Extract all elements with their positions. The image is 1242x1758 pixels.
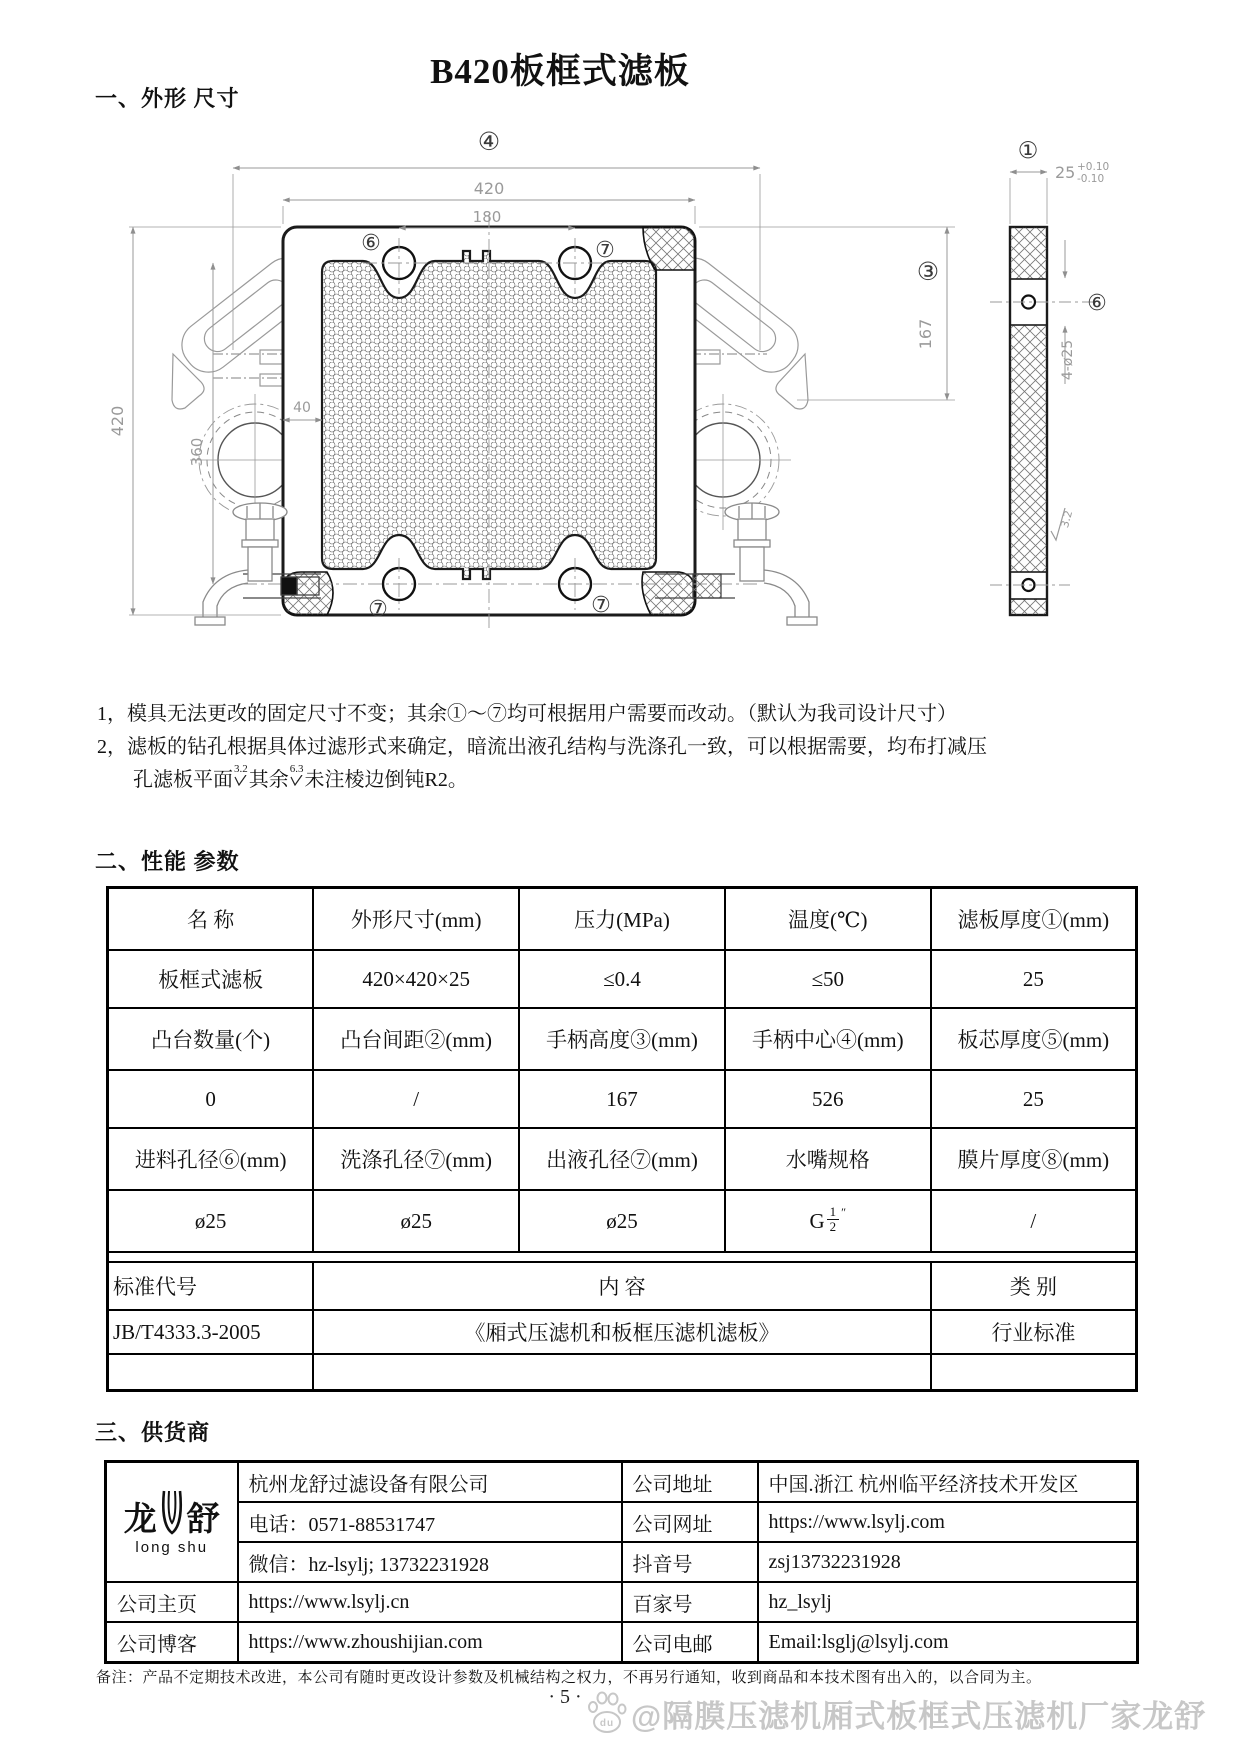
dim-40: 40 [293, 400, 311, 416]
table-gap [108, 1252, 1137, 1262]
std-header-content: 内 容 [313, 1262, 930, 1310]
perf-header-membrane-thickness: 膜片厚度⑧(mm) [931, 1128, 1137, 1190]
logo-en: long shu [135, 1538, 209, 1556]
company-phone: 电话：0571-88531747 [238, 1502, 622, 1542]
company-homepage[interactable]: https://www.lsylj.cn [238, 1582, 622, 1622]
std-header-code: 标准代号 [108, 1262, 314, 1310]
perf-value-size: 420×420×25 [313, 950, 519, 1008]
roughness-symbol-3-2: 3.2 [234, 764, 248, 786]
perf-value-membrane-thickness: / [931, 1190, 1137, 1252]
perf-header-handle-center: 手柄中心④(mm) [725, 1008, 931, 1070]
perf-value-wash-hole: ø25 [313, 1190, 519, 1252]
dim-label-3: ③ [916, 257, 940, 286]
label-blog: 公司博客 [106, 1622, 238, 1663]
label-homepage: 公司主页 [106, 1582, 238, 1622]
label-company-website: 公司网址 [622, 1502, 758, 1542]
perf-header-boss-spacing: 凸台间距②(mm) [313, 1008, 519, 1070]
company-douyin: zsj13732231928 [758, 1542, 1138, 1582]
label-company-address: 公司地址 [622, 1462, 758, 1503]
empty-cell [313, 1354, 930, 1391]
company-name: 杭州龙舒过滤设备有限公司 [238, 1462, 622, 1503]
dim-420-top: 420 [473, 179, 505, 198]
note-3-text-c: 未注棱边倒钝R2。 [304, 769, 468, 791]
perf-header-thickness: 滤板厚度①(mm) [931, 888, 1137, 951]
perf-value-thickness: 25 [931, 950, 1137, 1008]
section-heading-outline: 一、外形 尺寸 [95, 86, 240, 111]
perf-value-core-thickness: 25 [931, 1070, 1137, 1128]
label-baijia: 百家号 [622, 1582, 758, 1622]
perf-value-outlet-hole: ø25 [519, 1190, 725, 1252]
label-douyin: 抖音号 [622, 1542, 758, 1582]
label-email: 公司电邮 [622, 1622, 758, 1663]
perf-value-boss-spacing: / [313, 1070, 519, 1128]
logo-cn-left: 龙 [123, 1501, 157, 1538]
tolerance-minus: -0.10 [1077, 173, 1105, 185]
performance-table [106, 886, 1138, 1392]
side-roughness: 3.2 [1058, 508, 1076, 530]
note-3-text-b: 其余 [248, 769, 289, 791]
tolerance-plus: +0.10 [1077, 161, 1110, 173]
dim-180: 180 [472, 208, 502, 226]
std-value-code: JB/T4333.3-2005 [108, 1310, 314, 1354]
dim-label-1: ① [1017, 138, 1039, 164]
company-wechat: 微信：hz-lsylj; 13732231928 [238, 1542, 622, 1582]
hole-label-7-bottom-right: ⑦ [591, 593, 611, 618]
logo-hook-icon [159, 1489, 185, 1537]
perf-value-nozzle-spec: G $\frac{1}{2}$ ″ [725, 1190, 931, 1252]
side-hole-label-6: ⑥ [1087, 291, 1107, 316]
perf-value-temperature: ≤50 [725, 950, 931, 1008]
perf-header-pressure: 压力(MPa) [519, 888, 725, 951]
perf-header-wash-hole: 洗涤孔径⑦(mm) [313, 1128, 519, 1190]
perf-header-nozzle-spec: 水嘴规格 [725, 1128, 931, 1190]
perf-header-core-thickness: 板芯厚度⑤(mm) [931, 1008, 1137, 1070]
perf-header-name: 名 称 [108, 888, 314, 951]
perf-header-outlet-hole: 出液孔径⑦(mm) [519, 1128, 725, 1190]
company-baijia: hz_lsylj [758, 1582, 1138, 1622]
dim-360: 360 [188, 437, 206, 467]
std-value-category: 行业标准 [931, 1310, 1137, 1354]
watermark-text: @隔膜压滤机厢式板框式压滤机厂家龙舒 [631, 1698, 1207, 1734]
company-address: 中国.浙江 杭州临平经济技术开发区 [758, 1462, 1138, 1503]
dim-420-left: 420 [108, 405, 127, 437]
page-number: · 5 · [548, 1686, 582, 1708]
front-view [243, 214, 757, 630]
perf-value-handle-height: 167 [519, 1070, 725, 1128]
section-heading-supplier: 三、供货商 [95, 1420, 211, 1445]
perf-value-handle-center: 526 [725, 1070, 931, 1128]
section-heading-performance: 二、性能 参数 [95, 849, 240, 874]
perf-value-feed-hole: ø25 [108, 1190, 314, 1252]
footer-remark: 备注：产品不定期技术改进，本公司有随时更改设计参数及机械结构之权力，不再另行通知，收到商品和本技术图有出入的，以合同为主。 [96, 1670, 1042, 1686]
faucet-right [725, 503, 817, 625]
side-view [990, 227, 1100, 615]
hole-label-7-top: ⑦ [595, 238, 615, 263]
dim-25: 25 [1055, 163, 1076, 182]
note-3-text-a: 孔滤板平面 [133, 769, 233, 791]
note-1: 1，模具无法更改的固定尺寸不变；其余①～⑦均可根据用户需要而改动。（默认为我司设计尺寸） [97, 703, 957, 725]
company-blog[interactable]: https://www.zhoushijian.com [238, 1622, 622, 1663]
paw-badge-text: du [599, 1718, 615, 1729]
paw-icon [586, 1690, 628, 1736]
perf-value-boss-count: 0 [108, 1070, 314, 1128]
logo-cn-right: 舒 [186, 1501, 220, 1538]
std-value-content: 《厢式压滤机和板框压滤机滤板》 [313, 1310, 930, 1354]
perf-value-name: 板框式滤板 [108, 950, 314, 1008]
empty-cell [931, 1354, 1137, 1391]
roughness-symbol-6-3: 6.3 [290, 764, 304, 786]
company-logo [106, 1462, 238, 1583]
hole-label-6: ⑥ [361, 231, 381, 256]
perf-value-pressure: ≤0.4 [519, 950, 725, 1008]
perf-header-temperature: 温度(℃) [725, 888, 931, 951]
dim-4xd25: 4-ø25 [1060, 339, 1076, 381]
watermark [586, 1690, 1206, 1736]
note-3 [97, 764, 1177, 797]
supplier-table [104, 1460, 1139, 1664]
faucet-left [195, 503, 287, 625]
company-email: Email:lsglj@lsylj.com [758, 1622, 1138, 1663]
company-website[interactable]: https://www.lsylj.com [758, 1502, 1138, 1542]
empty-cell [108, 1354, 314, 1391]
perf-header-boss-count: 凸台数量(个) [108, 1008, 314, 1070]
dim-label-4: ④ [477, 127, 501, 156]
hole-label-7-bottom-left: ⑦ [368, 597, 388, 622]
technical-drawing [95, 122, 1180, 647]
roughness-check-icon [234, 775, 247, 786]
page-title: B420板框式滤板 [430, 52, 690, 91]
perf-header-size: 外形尺寸(mm) [313, 888, 519, 951]
dimension-handle-height [699, 227, 955, 400]
note-2: 2，滤板的钻孔根据具体过滤形式来确定，暗流出液孔结构与洗涤孔一致，可以根据需要，均布打减压 [97, 736, 987, 758]
roughness-check-icon [290, 775, 303, 786]
perf-header-handle-height: 手柄高度③(mm) [519, 1008, 725, 1070]
perf-header-feed-hole: 进料孔径⑥(mm) [108, 1128, 314, 1190]
drawing-notes [97, 698, 1177, 797]
dim-167: 167 [916, 318, 935, 350]
std-header-category: 类 别 [931, 1262, 1137, 1310]
